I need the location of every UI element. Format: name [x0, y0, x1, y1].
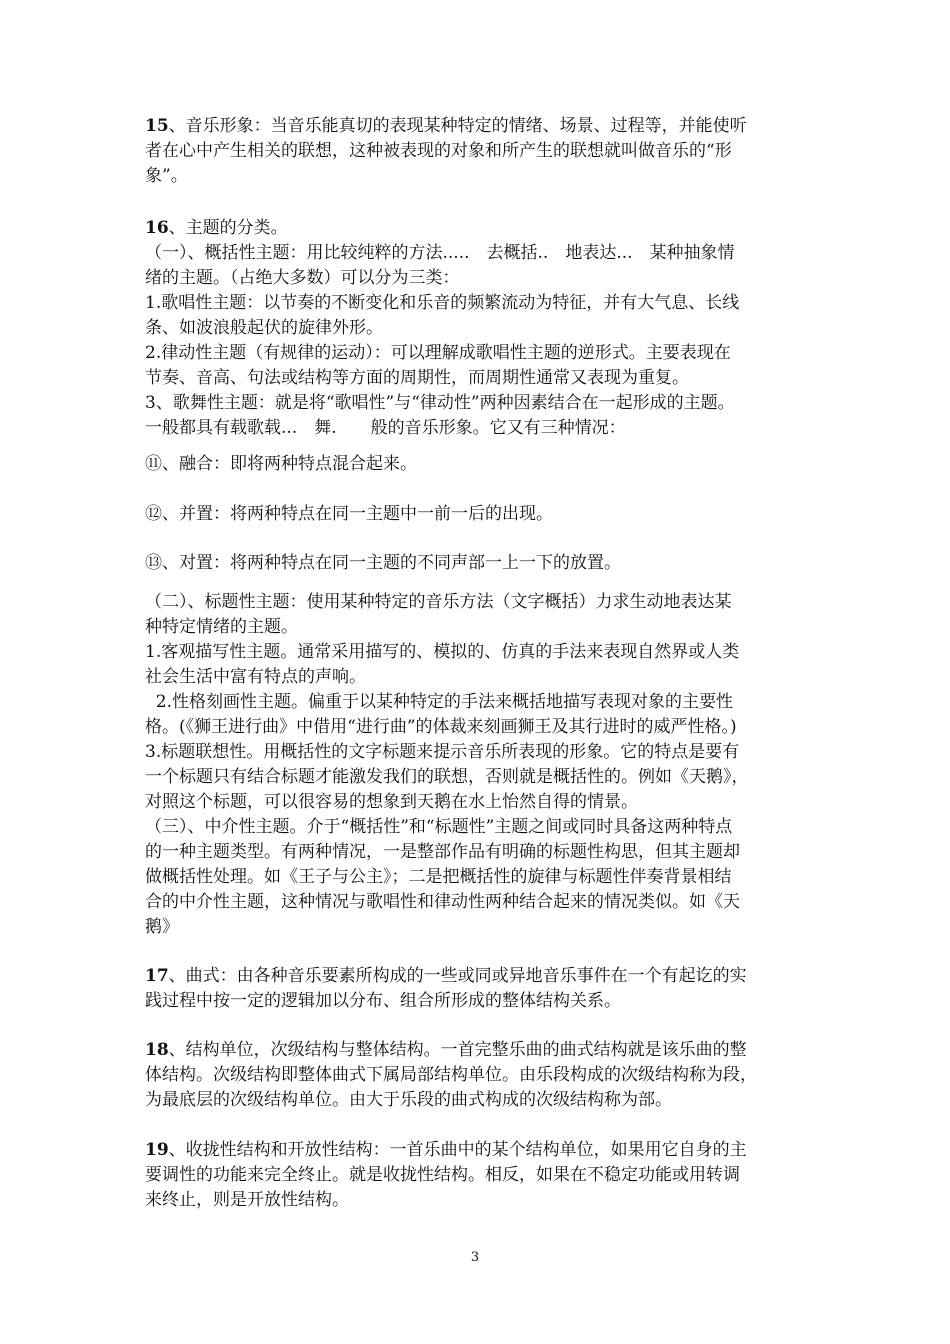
text-line: 16、主题的分类。	[145, 218, 288, 238]
text-line: 1.客观描写性主题。通常采用描写的、模拟的、仿真的手法来表现自然界或人类	[145, 642, 740, 662]
text-line: 社会生活中富有特点的声响。	[145, 667, 366, 687]
text-line: 1.歌唱性主题：以节奏的不断变化和乐音的频繁流动为特征，并有大气息、长线	[145, 293, 740, 313]
section-17	[145, 964, 813, 1014]
text-line: 来终止，则是开放性结构。	[145, 1190, 349, 1210]
section-16-heading	[145, 216, 813, 241]
text-line: 为最底层的次级结构单位。由大于乐段的曲式构成的次级结构称为部。	[145, 1090, 672, 1110]
section-15	[145, 114, 813, 189]
text-line: 3、歌舞性主题：就是将“歌唱性”与“律动性”两种因素结合在一起形成的主题。	[145, 393, 735, 413]
item-juxtaposition	[145, 502, 813, 527]
text-line: 2.性格刻画性主题。偏重于以某种特定的手法来概括地描写表现对象的主要性	[145, 692, 734, 712]
text-line: 一个标题只有结合标题才能激发我们的联想，否则就是概括性的。例如《天鹅》，	[145, 767, 749, 787]
text-line: （一）、概括性主题：用比较纯粹的方法..... 去概括.. 地表达... 某种抽象情	[145, 243, 735, 263]
text-line: 绪的主题。（占绝大多数）可以分为三类：	[145, 268, 460, 288]
text-line: 做概括性处理。如《王子与公主》；二是把概括性的旋律与标题性伴奏背景相结	[145, 867, 732, 887]
text-line: 条、如波浪般起伏的旋律外形。	[145, 318, 383, 338]
text-line: 者在心中产生相关的联想，这种被表现的对象和所产生的联想就叫做音乐的“形	[145, 141, 732, 161]
text-line: 15、音乐形象：当音乐能真切的表现某种特定的情绪、场景、过程等，并能使听	[145, 116, 747, 136]
page-number: 3	[470, 1250, 480, 1265]
text-line: 象”。	[145, 166, 188, 186]
section-number: 16	[145, 218, 169, 238]
section-19	[145, 1138, 813, 1213]
text-line: 对照这个标题，可以很容易的想象到天鹅在水上怡然自得的情景。	[145, 792, 638, 812]
text-line: ⑫、并置：将两种特点在同一主题中一前一后的出现。	[145, 504, 553, 524]
text-line: 的一种主题类型。有两种情况，一是整部作品有明确的标题性构思，但其主题却	[145, 842, 740, 862]
text-line: （三）、中介性主题。介于“概括性”和“标题性”主题之间或同时具备这两种特点	[145, 817, 733, 837]
text-line: 践过程中按一定的逻辑加以分布、组合所形成的整体结构关系。	[145, 991, 621, 1011]
generalized-theme-block	[145, 241, 813, 441]
item-fusion	[145, 452, 813, 477]
section-18	[145, 1038, 813, 1113]
text-line: 鹅》	[145, 917, 179, 937]
text-line: 体结构。次级结构即整体曲式下属局部结构单位。由乐段构成的次级结构称为段，	[145, 1065, 757, 1085]
item-opposition	[145, 551, 813, 576]
text-line: 格。(《狮王进行曲》中借用“进行曲”的体裁来刻画狮王及其行进时的威严性格。)	[145, 717, 737, 737]
section-number: 17	[145, 966, 169, 986]
text-line: 3.标题联想性。用概括性的文字标题来提示音乐所表现的形象。它的特点是要有	[145, 742, 740, 762]
text-line: ⑪、融合：即将两种特点混合起来。	[145, 454, 417, 474]
section-number: 19	[145, 1140, 169, 1160]
text-line: 种特定情绪的主题。	[145, 617, 298, 637]
titled-theme-block	[145, 590, 813, 940]
text-line: 19、收拢性结构和开放性结构：一首乐曲中的某个结构单位，如果用它自身的主	[145, 1140, 747, 1160]
text-line: 合的中介性主题，这种情况与歌唱性和律动性两种结合起来的情况类似。如《天	[145, 892, 740, 912]
text-line: （二）、标题性主题：使用某种特定的音乐方法（文字概括）力求生动地表达某	[145, 592, 732, 612]
text-line: 节奏、音高、句法或结构等方面的周期性，而周期性通常又表现为重复。	[145, 368, 689, 388]
section-number: 15	[145, 116, 169, 136]
text-line: 18、结构单位，次级结构与整体结构。一首完整乐曲的曲式结构就是该乐曲的整	[145, 1040, 747, 1060]
text-line: 17、曲式：由各种音乐要素所构成的一些或同或异地音乐事件在一个有起讫的实	[145, 966, 747, 986]
text-line: 一般都具有载歌载... 舞. 般的音乐形象。它又有三种情况：	[145, 418, 626, 438]
section-number: 18	[145, 1040, 169, 1060]
text-line: 要调性的功能来完全终止。就是收拢性结构。相反，如果在不稳定功能或用转调	[145, 1165, 740, 1185]
text-line: ⑬、对置：将两种特点在同一主题的不同声部一上一下的放置。	[145, 553, 621, 573]
text-line: 2.律动性主题（有规律的运动）：可以理解成歌唱性主题的逆形式。主要表现在	[145, 343, 731, 363]
